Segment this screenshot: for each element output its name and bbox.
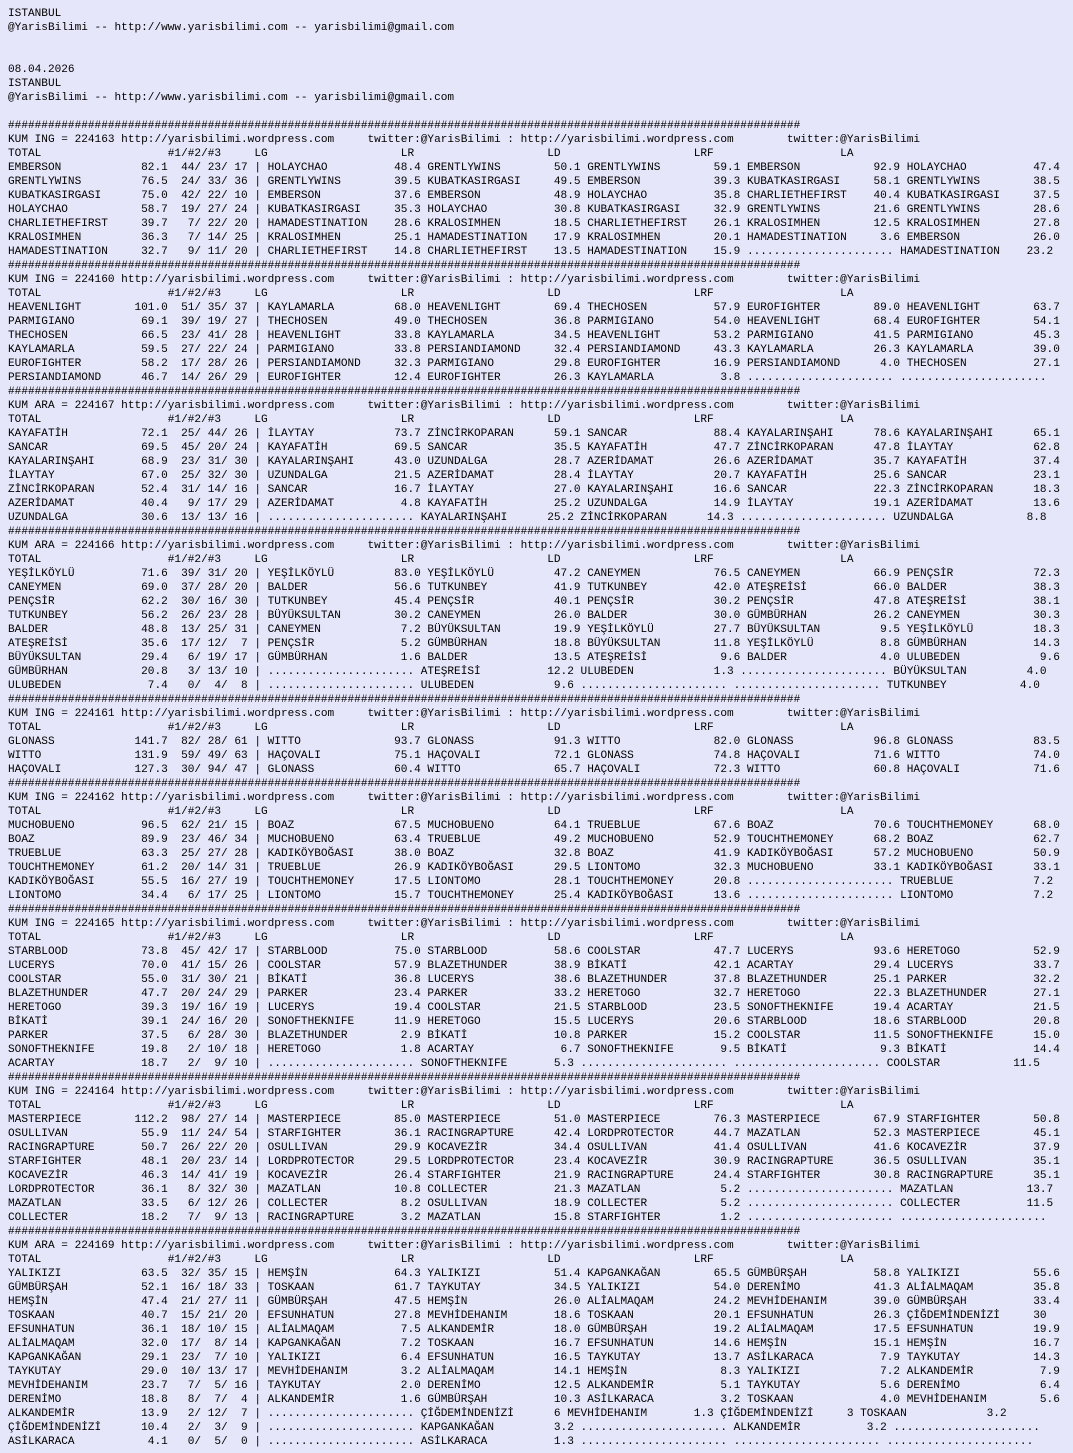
report-line: CANEYMEN 69.0 37/ 28/ 20 | BALDER 56.6 TUTKUNBEY 41.9 TUTKUNBEY 42.0 ATEŞREİSİ 66.0 BALDER 38.3 [8,582,1060,594]
report-line: EUROFIGHTER 58.2 17/ 28/ 26 | PERSIANDIAMOND 32.3 PARMIGIANO 29.8 EUROFIGHTER 16.9 PERSIANDIAMOND 4.0 THECHOSEN 27.1 [8,358,1060,370]
report-line: YALIKIZI 63.5 32/ 35/ 15 | HEMŞİN 64.3 YALIKIZI 51.4 KAPGANKAĞAN 65.5 GÜMBÜRŞAH 58.8 YALIKIZI 55.6 [8,1268,1060,1280]
page-header-line: @YarisBilimi -- http://www.yarisbilimi.com -- yarisbilimi@gmail.com [8,22,455,34]
report-line: ALİALMAQAM 32.0 17/ 8/ 14 | KAPGANKAĞAN 7.2 TOSKAAN 16.7 EFSUNHATUN 14.6 HEMŞİN 15.1 HEMŞİN 16.7 [8,1338,1060,1350]
column-header: TOTAL #1/#2/#3 LG LR LD LRF LA [8,288,854,300]
report-line: SANCAR 69.5 45/ 20/ 24 | KAYAFATİH 69.5 SANCAR 35.5 KAYAFATİH 47.7 ZİNCİRKOPARAN 47.8 İLAYTAY 62.8 [8,442,1060,454]
race-header: KUM ING = 224164 http://yarisbilimi.wordpress.com twitter:@YarisBilimi : http://yarisbilimi.wordpress.com twitter:@YarisBilimi [8,1086,921,1098]
report-line: KADIKÖYBOĞASI 55.5 16/ 27/ 19 | TOUCHTHEMONEY 17.5 LIONTOMO 28.1 TOUCHTHEMONEY 20.8 ...................... TRUEBLUE 7.2 [8,876,1054,888]
report-line: PENÇSİR 62.2 30/ 16/ 30 | TUTKUNBEY 45.4 PENÇSİR 40.1 PENÇSİR 30.2 PENÇSİR 47.8 ATEŞREİSİ 38.1 [8,596,1060,608]
report-line: THECHOSEN 66.5 23/ 41/ 28 | HEAVENLIGHT 33.8 KAYLAMARLA 34.5 HEAVENLIGHT 53.2 PARMIGIANO 41.5 PARMIGIANO 45.3 [8,330,1060,342]
report-line: BOAZ 89.9 23/ 46/ 34 | MUCHOBUENO 63.4 TRUEBLUE 49.2 MUCHOBUENO 52.9 TOUCHTHEMONEY 68.2 BOAZ 62.7 [8,834,1060,846]
race-header: KUM ARA = 224166 http://yarisbilimi.wordpress.com twitter:@YarisBilimi : http://yarisbilimi.wordpress.com twitter:@YarisBilimi [8,540,921,552]
report-line: İLAYTAY 67.0 25/ 32/ 30 | UZUNDALGA 21.5 AZERİDAMAT 28.4 İLAYTAY 20.7 KAYAFATİH 25.6 SANCAR 23.1 [8,470,1060,482]
report-line: CHARLIETHEFIRST 39.7 7/ 22/ 20 | HAMADESTINATION 28.6 KRALOSIMHEN 18.5 CHARLIETHEFIRST 26.1 KRALOSIMHEN 12.5 KRALOSIMHEN 27.8 [8,218,1060,230]
page-header-line: ISTANBUL [8,78,62,90]
report-line: TOUCHTHEMONEY 61.2 20/ 14/ 31 | TRUEBLUE 26.9 KADIKÖYBOĞASI 29.5 LIONTOMO 32.3 MUCHOBUENO 33.1 KADIKÖYBOĞASI 33.1 [8,862,1060,874]
report-line: MASTERPIECE 112.2 98/ 27/ 14 | MASTERPIECE 85.0 MASTERPIECE 51.0 MASTERPIECE 76.3 MASTERPIECE 67.9 STARFIGHTER 50.8 [8,1114,1060,1126]
report-line: KAYALARINŞAHI 68.9 23/ 31/ 30 | KAYALARINŞAHI 43.0 UZUNDALGA 28.7 AZERİDAMAT 26.6 AZERİDAMAT 35.7 KAYAFATİH 37.4 [8,456,1060,468]
report-line: HERETOGO 39.3 19/ 16/ 19 | LUCERYS 19.4 COOLSTAR 21.5 STARBLOOD 23.5 SONOFTHEKNIFE 19.4 ACARTAY 21.5 [8,1002,1060,1014]
report-line: WITTO 131.9 59/ 49/ 63 | HAÇOVALI 75.1 HAÇOVALI 72.1 GLONASS 74.8 HAÇOVALI 71.6 WITTO 74.0 [8,750,1060,762]
report-line: COLLECTER 18.2 7/ 9/ 13 | RACINGRAPTURE 3.2 MAZATLAN 15.8 STARFIGHTER 1.2 ...................... ...................... [8,1212,1047,1224]
race-header: KUM ING = 224161 http://yarisbilimi.wordpress.com twitter:@YarisBilimi : http://yarisbilimi.wordpress.com twitter:@YarisBilimi [8,708,921,720]
report-line: KRALOSIMHEN 36.3 7/ 14/ 25 | KRALOSIMHEN 25.1 HAMADESTINATION 17.9 KRALOSIMHEN 20.1 HAMADESTINATION 3.6 EMBERSON 26.0 [8,232,1060,244]
column-header: TOTAL #1/#2/#3 LG LR LD LRF LA [8,554,854,566]
report-line: DERENİMO 18.8 8/ 7/ 4 | ALKANDEMİR 1.6 GÜMBÜRŞAH 10.3 ASİLKARACA 3.2 TOSKAAN 4.0 MEVHİDEHANIM 5.6 [8,1394,1060,1406]
report-line: HAMADESTINATION 32.7 9/ 11/ 20 | CHARLIETHEFIRST 14.8 CHARLIETHEFIRST 13.5 HAMADESTINATION 15.9 ...................... HAMADESTINATION 23.2 [8,246,1054,258]
report-line: STARFIGHTER 48.1 20/ 23/ 14 | LORDPROTECTOR 29.5 LORDPROTECTOR 23.4 KOCAVEZİR 30.9 RACINGRAPTURE 36.5 OSULLIVAN 35.1 [8,1156,1060,1168]
page-header-line: 08.04.2026 [8,64,75,76]
report-line: ATEŞREİSİ 35.6 17/ 12/ 7 | PENÇSİR 5.2 GÜMBÜRHAN 18.8 BÜYÜKSULTAN 11.8 YEŞİLKÖYLÜ 8.8 GÜMBÜRHAN 14.3 [8,638,1060,650]
report-line: LUCERYS 70.0 41/ 15/ 26 | COOLSTAR 57.9 BLAZETHUNDER 38.9 BİKATİ 42.1 ACARTAY 29.4 LUCERYS 33.7 [8,960,1060,972]
report-line: EMBERSON 82.1 44/ 23/ 17 | HOLAYCHAO 48.4 GRENTLYWINS 50.1 GRENTLYWINS 59.1 EMBERSON 92.9 HOLAYCHAO 47.4 [8,162,1060,174]
report-line: HEAVENLIGHT 101.0 51/ 35/ 37 | KAYLAMARLA 68.0 HEAVENLIGHT 69.4 THECHOSEN 57.9 EUROFIGHTER 89.0 HEAVENLIGHT 63.7 [8,302,1060,314]
report-line: ASİLKARACA 4.1 0/ 5/ 0 | ...................... ASİLKARACA 1.3 ...................... ...................... ...................... [8,1436,1034,1448]
section-separator: ####################################################################################################################### [8,904,801,916]
report-line: ACARTAY 18.7 2/ 9/ 10 | ...................... SONOFTHEKNIFE 5.3 ...................... ...................... COOLSTAR 11.5 [8,1058,1040,1070]
report-line: SONOFTHEKNIFE 19.8 2/ 10/ 18 | HERETOGO 1.8 ACARTAY 6.7 SONOFTHEKNIFE 9.5 BİKATİ 9.3 BİKATİ 14.4 [8,1044,1060,1056]
report-line: GRENTLYWINS 76.5 24/ 33/ 36 | GRENTLYWINS 39.5 KUBATKASIRGASI 49.5 EMBERSON 39.3 KUBATKASIRGASI 58.1 GRENTLYWINS 38.5 [8,176,1060,188]
report-line: KOCAVEZİR 46.3 14/ 41/ 19 | KOCAVEZİR 26.4 STARFIGHTER 21.9 RACINGRAPTURE 24.4 STARFIGHTER 30.8 RACINGRAPTURE 35.1 [8,1170,1060,1182]
race-header: KUM ARA = 224167 http://yarisbilimi.wordpress.com twitter:@YarisBilimi : http://yarisbilimi.wordpress.com twitter:@YarisBilimi [8,400,921,412]
section-separator: ####################################################################################################################### [8,386,801,398]
report-line: ÇİĞDEMİNDENİZİ 10.4 2/ 3/ 9 | ...................... KAPGANKAĞAN 3.2 ...................... ALKANDEMİR 3.2 ...................... [8,1422,1040,1434]
race-header: KUM ING = 224165 http://yarisbilimi.wordpress.com twitter:@YarisBilimi : http://yarisbilimi.wordpress.com twitter:@YarisBilimi [8,918,921,930]
report-line: TRUEBLUE 63.3 25/ 27/ 28 | KADIKÖYBOĞASI 38.0 BOAZ 32.8 BOAZ 41.9 KADIKÖYBOĞASI 57.2 MUCHOBUENO 50.9 [8,848,1060,860]
section-separator: ####################################################################################################################### [8,526,801,538]
report-line: LORDPROTECTOR 36.1 8/ 32/ 30 | MAZATLAN 10.8 COLLECTER 21.3 MAZATLAN 5.2 ...................... MAZATLAN 13.7 [8,1184,1054,1196]
section-separator: ####################################################################################################################### [8,694,801,706]
report-line: TOSKAAN 40.7 15/ 21/ 20 | EFSUNHATUN 27.8 MEVHİDEHANIM 18.6 TOSKAAN 20.1 EFSUNHATUN 26.3 ÇİĞDEMİNDENİZİ 30 [8,1310,1047,1322]
report-line: LIONTOMO 34.4 6/ 17/ 25 | LIONTOMO 15.7 TOUCHTHEMONEY 25.4 KADIKÖYBOĞASI 13.6 ...................... LIONTOMO 7.2 [8,890,1054,902]
report-line: BÜYÜKSULTAN 29.4 6/ 19/ 17 | GÜMBÜRHAN 1.6 BALDER 13.5 ATEŞREİSİ 9.6 BALDER 4.0 ULUBEDEN 9.6 [8,652,1060,664]
report-line: KAPGANKAĞAN 29.1 23/ 7/ 10 | YALIKIZI 6.4 EFSUNHATUN 16.5 TAYKUTAY 13.7 ASİLKARACA 7.9 TAYKUTAY 14.3 [8,1352,1060,1364]
report-line: EFSUNHATUN 36.1 18/ 10/ 15 | ALİALMAQAM 7.5 ALKANDEMİR 18.0 GÜMBÜRŞAH 19.2 ALİALMAQAM 17.5 EFSUNHATUN 19.9 [8,1324,1060,1336]
section-separator: ####################################################################################################################### [8,120,801,132]
column-header: TOTAL #1/#2/#3 LG LR LD LRF LA [8,722,854,734]
report-line: HEMŞİN 47.4 21/ 27/ 11 | GÜMBÜRŞAH 47.5 HEMŞİN 26.0 ALİALMAQAM 24.2 MEVHİDEHANIM 39.0 GÜMBÜRŞAH 33.4 [8,1296,1060,1308]
section-separator: ####################################################################################################################### [8,1226,801,1238]
column-header: TOTAL #1/#2/#3 LG LR LD LRF LA [8,806,854,818]
report-line: TAYKUTAY 29.0 10/ 13/ 17 | MEVHİDEHANIM 3.2 ALİALMAQAM 14.1 HEMŞİN 8.3 YALIKIZI 7.2 ALKANDEMİR 7.9 [8,1366,1060,1378]
report-line: PERSIANDIAMOND 46.7 14/ 26/ 29 | EUROFIGHTER 12.4 EUROFIGHTER 26.3 KAYLAMARLA 3.8 ...................... ...................... [8,372,1047,384]
report-line: KAYAFATİH 72.1 25/ 44/ 26 | İLAYTAY 73.7 ZİNCİRKOPARAN 59.1 SANCAR 88.4 KAYALARINŞAHI 78.6 KAYALARINŞAHI 65.1 [8,428,1060,440]
column-header: TOTAL #1/#2/#3 LG LR LD LRF LA [8,1100,854,1112]
report-line: OSULLIVAN 55.9 11/ 24/ 54 | STARFIGHTER 36.1 RACINGRAPTURE 42.4 LORDPROTECTOR 44.7 MAZATLAN 52.3 MASTERPIECE 45.1 [8,1128,1060,1140]
column-header: TOTAL #1/#2/#3 LG LR LD LRF LA [8,1254,854,1266]
blank-line [8,49,1073,63]
report-line: ALKANDEMİR 13.9 2/ 12/ 7 | ...................... ÇİĞDEMİNDENİZİ 6 MEVHİDEHANIM 1.3 ÇİĞDEMİNDENİZİ 3 TOSKAAN 3.2 [8,1408,1007,1420]
race-header: KUM ARA = 224169 http://yarisbilimi.wordpress.com twitter:@YarisBilimi : http://yarisbilimi.wordpress.com twitter:@YarisBilimi [8,1240,921,1252]
race-header: KUM ING = 224160 http://yarisbilimi.wordpress.com twitter:@YarisBilimi : http://yarisbilimi.wordpress.com twitter:@YarisBilimi [8,274,921,286]
section-separator: ####################################################################################################################### [8,778,801,790]
report-line: AZERİDAMAT 40.4 9/ 17/ 29 | AZERİDAMAT 4.8 KAYAFATİH 25.2 UZUNDALGA 14.9 İLAYTAY 19.1 AZERİDAMAT 13.6 [8,498,1060,510]
report-line: PARMIGIANO 69.1 39/ 19/ 27 | THECHOSEN 49.0 THECHOSEN 36.8 PARMIGIANO 54.0 HEAVENLIGHT 68.4 EUROFIGHTER 54.1 [8,316,1060,328]
report-line: ULUBEDEN 7.4 0/ 4/ 8 | ...................... ULUBEDEN 9.6 ...................... ...................... TUTKUNBEY 4.0 [8,680,1040,692]
report-line: STARBLOOD 73.8 45/ 42/ 17 | STARBLOOD 75.0 STARBLOOD 58.6 COOLSTAR 47.7 LUCERYS 93.6 HERETOGO 52.9 [8,946,1060,958]
report-line: MUCHOBUENO 96.5 62/ 21/ 15 | BOAZ 67.5 MUCHOBUENO 64.1 TRUEBLUE 67.6 BOAZ 70.6 TOUCHTHEMONEY 68.0 [8,820,1060,832]
page-header-line: @YarisBilimi -- http://www.yarisbilimi.com -- yarisbilimi@gmail.com [8,92,455,104]
section-separator: ####################################################################################################################### [8,260,801,272]
race-header: KUM ING = 224163 http://yarisbilimi.wordpress.com twitter:@YarisBilimi : http://yarisbilimi.wordpress.com twitter:@YarisBilimi [8,134,921,146]
blank-line [8,35,1073,49]
column-header: TOTAL #1/#2/#3 LG LR LD LRF LA [8,932,854,944]
column-header: TOTAL #1/#2/#3 LG LR LD LRF LA [8,414,854,426]
page-header-line: ISTANBUL [8,8,62,20]
report-line: GÜMBÜRHAN 20.8 3/ 13/ 10 | ...................... ATEŞREİSİ 12.2 ULUBEDEN 1.3 ...................... BÜYÜKSULTAN 4.0 [8,666,1047,678]
report-line: COOLSTAR 55.0 31/ 30/ 21 | BİKATİ 36.8 LUCERYS 38.6 BLAZETHUNDER 37.8 BLAZETHUNDER 25.1 PARKER 32.2 [8,974,1060,986]
report-line: PARKER 37.5 6/ 28/ 30 | BLAZETHUNDER 2.9 BİKATİ 10.8 PARKER 15.2 COOLSTAR 11.5 SONOFTHEKNIFE 15.0 [8,1030,1060,1042]
report-line: HAÇOVALI 127.3 30/ 94/ 47 | GLONASS 60.4 WITTO 65.7 HAÇOVALI 72.3 WITTO 60.8 HAÇOVALI 71.6 [8,764,1060,776]
column-header: TOTAL #1/#2/#3 LG LR LD LRF LA [8,148,854,160]
report-line: MEVHİDEHANIM 23.7 7/ 5/ 16 | TAYKUTAY 2.0 DERENİMO 12.5 ALKANDEMİR 5.1 TAYKUTAY 5.6 DERENİMO 6.4 [8,1380,1060,1392]
race-header: KUM ING = 224162 http://yarisbilimi.wordpress.com twitter:@YarisBilimi : http://yarisbilimi.wordpress.com twitter:@YarisBilimi [8,792,921,804]
report-line: MAZATLAN 33.5 6/ 12/ 26 | COLLECTER 8.2 OSULLIVAN 18.9 COLLECTER 5.2 ...................... COLLECTER 11.5 [8,1198,1054,1210]
report-line: BLAZETHUNDER 47.7 20/ 24/ 29 | PARKER 23.4 PARKER 33.2 HERETOGO 32.7 HERETOGO 22.3 BLAZETHUNDER 27.1 [8,988,1060,1000]
section-separator: ####################################################################################################################### [8,1072,801,1084]
blank-line [8,105,1073,119]
report-line: HOLAYCHAO 58.7 19/ 27/ 24 | KUBATKASIRGASI 35.3 HOLAYCHAO 30.8 KUBATKASIRGASI 32.9 GRENTLYWINS 21.6 GRENTLYWINS 28.6 [8,204,1060,216]
report-line: YEŞİLKÖYLÜ 71.6 39/ 31/ 20 | YEŞİLKÖYLÜ 83.0 YEŞİLKÖYLÜ 47.2 CANEYMEN 76.5 CANEYMEN 66.9 PENÇSİR 72.3 [8,568,1060,580]
report-line: KUBATKASIRGASI 75.0 42/ 22/ 10 | EMBERSON 37.6 EMBERSON 48.9 HOLAYCHAO 35.8 CHARLIETHEFIRST 40.4 KUBATKASIRGASI 37.5 [8,190,1060,202]
report-line: BİKATİ 39.1 24/ 16/ 20 | SONOFTHEKNIFE 11.9 HERETOGO 15.5 LUCERYS 20.6 STARBLOOD 18.6 STARBLOOD 20.8 [8,1016,1060,1028]
report-line: ZİNCİRKOPARAN 52.4 31/ 14/ 16 | SANCAR 16.7 İLAYTAY 27.0 KAYALARINŞAHI 16.6 SANCAR 22.3 ZİNCİRKOPARAN 18.3 [8,484,1060,496]
report-line: UZUNDALGA 30.6 13/ 13/ 16 | ...................... KAYALARINŞAHI 25.2 ZİNCİRKOPARAN 14.3 ...................... UZUNDALGA 8.8 [8,512,1047,524]
report-line: BALDER 48.8 13/ 25/ 31 | CANEYMEN 7.2 BÜYÜKSULTAN 19.9 YEŞİLKÖYLÜ 27.7 BÜYÜKSULTAN 9.5 YEŞİLKÖYLÜ 18.3 [8,624,1060,636]
report-line: KAYLAMARLA 59.5 27/ 22/ 24 | PARMIGIANO 33.8 PERSIANDIAMOND 32.4 PERSIANDIAMOND 43.3 KAYLAMARLA 26.3 KAYLAMARLA 39.0 [8,344,1060,356]
report-line: RACINGRAPTURE 50.7 26/ 22/ 20 | OSULLIVAN 29.9 KOCAVEZİR 34.4 OSULLIVAN 41.4 OSULLIVAN 41.6 KOCAVEZİR 37.9 [8,1142,1060,1154]
report-line: TUTKUNBEY 56.2 26/ 23/ 28 | BÜYÜKSULTAN 30.2 CANEYMEN 26.0 BALDER 30.0 GÜMBÜRHAN 26.2 CANEYMEN 30.3 [8,610,1060,622]
report-line: GLONASS 141.7 82/ 28/ 61 | WITTO 93.7 GLONASS 91.3 WITTO 82.0 GLONASS 96.8 GLONASS 83.5 [8,736,1060,748]
report-line: GÜMBÜRŞAH 52.1 16/ 18/ 33 | TOSKAAN 61.7 TAYKUTAY 34.5 YALIKIZI 54.0 DERENİMO 41.3 ALİALMAQAM 35.8 [8,1282,1060,1294]
